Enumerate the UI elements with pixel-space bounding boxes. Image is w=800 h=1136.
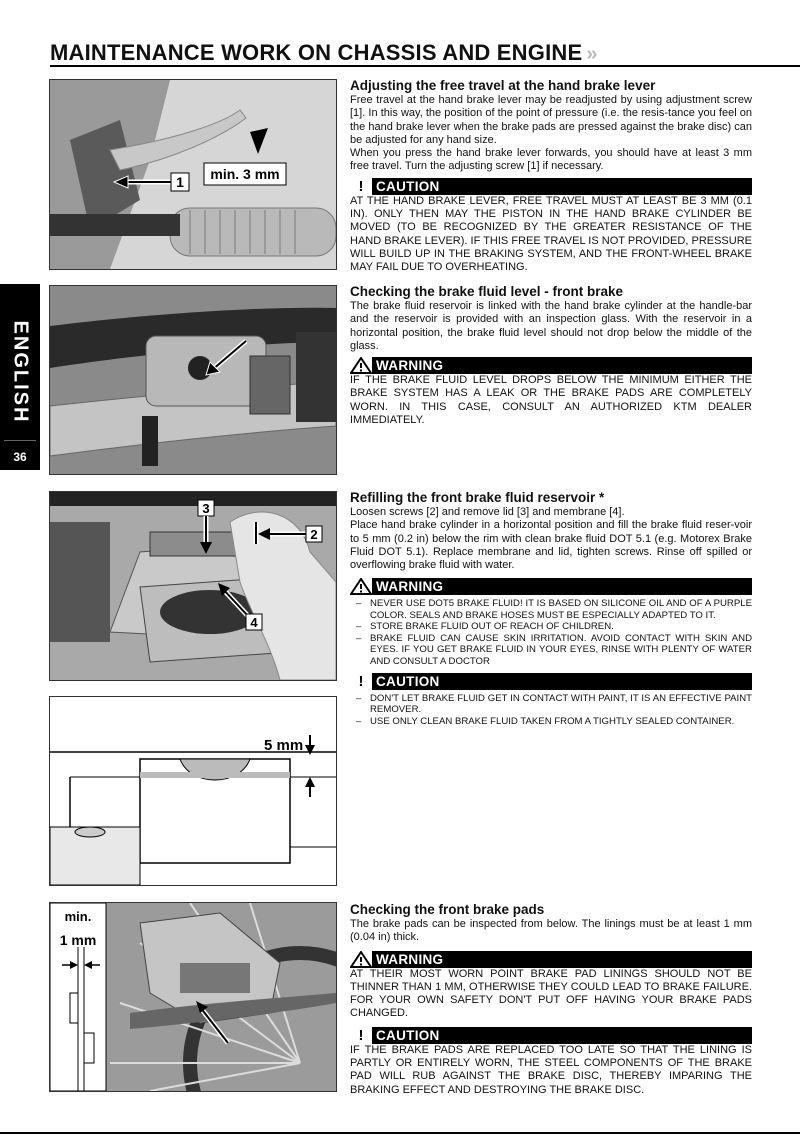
callout-1: 1 <box>176 174 184 190</box>
page-number: 36 <box>13 450 27 464</box>
brake-pads-photo <box>49 902 337 1092</box>
hand-brake-lever-photo <box>49 79 337 270</box>
five-mm-label: 5 mm <box>264 737 304 754</box>
language-label: ENGLISH <box>9 320 32 424</box>
page-header <box>50 40 750 66</box>
language-tab <box>0 284 40 470</box>
callout-4: 4 <box>250 615 258 630</box>
chevron-icon: » <box>586 43 598 65</box>
section-refill-reservoir <box>350 489 752 727</box>
warning-label: WARNING <box>376 579 444 595</box>
warning-bar <box>350 357 752 374</box>
header-rule <box>50 65 800 67</box>
caution-label: CAUTION <box>376 673 440 689</box>
section-heading: Adjusting the free travel at the hand brake lever <box>350 78 656 93</box>
section-paragraph: Free travel at the hand brake lever may be readjusted by using adjustment screw [1]. In this way, the position of the point of pressure (i.e. the resis-tance you feel on the hand brake lever when the brake pads are pressed against the brake disc) can be adjusted for any hand size. <box>350 94 752 146</box>
section-hand-brake-lever <box>350 77 752 275</box>
caution-bar <box>350 1027 752 1044</box>
warning-bar <box>350 578 752 595</box>
caution-text: IF THE BRAKE PADS ARE REPLACED TOO LATE SO THAT THE LINING IS PARTLY OR ENTIRELY WORN, THE STEEL COMPONENTS OF THE BRAKE PAD WILL RUB AGAINST THE BRAKE DISC, THEREBY IMPARING THE BRAKING EFFECT AND DESTROYING THE BRAKE DISC. <box>350 1043 752 1096</box>
section-fluid-level <box>350 283 752 427</box>
list-item: – DON'T LET BRAKE FLUID GET IN CONTACT WITH PAINT, IT IS AN EFFECTIVE PAINT REMOVER. <box>350 693 752 716</box>
section-brake-pads <box>350 901 752 1097</box>
caution-list <box>350 693 752 727</box>
warning-triangle-icon <box>350 578 372 595</box>
warning-text: AT THEIR MOST WORN POINT BRAKE PAD LININGS SHOULD NOT BE THINNER THAN 1 MM, OTHERWISE THEY COULD LEAD TO BRAKE FAILURE. FOR YOUR OWN SAFETY DON'T PUT OFF HAVING YOUR BRAKE PADS CHANGED. <box>350 967 752 1020</box>
exclamation-icon: ! <box>350 178 372 195</box>
exclamation-icon: ! <box>350 1027 372 1044</box>
section-paragraph: The brake pads can be inspected from below. The linings must be at least 1 mm (0.04 in) thick. <box>350 918 752 944</box>
tab-divider <box>4 440 36 441</box>
bottom-rule <box>0 1132 800 1134</box>
one-mm-label: 1 mm <box>59 932 97 948</box>
caution-text: AT THE HAND BRAKE LEVER, FREE TRAVEL MUST AT LEAST BE 3 MM (0.1 IN). ONLY THEN MAY THE PISTON IN THE HAND BRAKE CYLINDER BE MOVED (TO BE RECOGNIZED BY THE GREATER RESISTANCE OF THE HAND BRAKE LEVER). IF THIS FREE TRAVEL IS NOT PROVIDED, PRESSURE WILL BUILD UP IN THE BRAKING SYSTEM, AND THE FRONT-WHEEL BRAKE MAY FAIL DUE TO OVERHEATING. <box>350 194 752 274</box>
list-item: – BRAKE FLUID CAN CAUSE SKIN IRRITATION. AVOID CONTACT WITH SKIN AND EYES. IF YOU GET BRAKE FLUID IN YOUR EYES, RINSE WITH PLENTY OF WATER AND CONSULT A DOCTOR <box>350 633 752 667</box>
warning-label: WARNING <box>376 951 444 967</box>
warning-list <box>350 598 752 666</box>
fill-level-diagram <box>49 696 337 886</box>
warning-label: WARNING <box>376 358 444 374</box>
warning-triangle-icon <box>350 357 372 374</box>
caution-label: CAUTION <box>376 1027 440 1043</box>
section-heading: Checking the front brake pads <box>350 902 545 917</box>
section-paragraph: When you press the hand brake lever forwards, you should have at least 3 mm free travel. Turn the adjusting screw [1] if necessary. <box>350 147 752 173</box>
brake-fluid-reservoir-photo <box>49 285 337 475</box>
exclamation-icon: ! <box>350 673 372 690</box>
min-label: min. <box>64 909 92 924</box>
section-heading: Checking the brake fluid level - front brake <box>350 284 624 299</box>
section-paragraph: Place hand brake cylinder in a horizontal position and fill the brake fluid reser-voir to 5 mm (0.2 in) below the rim with clean brake fluid DOT 5.1 (e.g. Motorex Brake Fluid DOT 5.1). Replace membrane and lid, tighten screws. Rinse off spilled or overflowing brake fluid with water. <box>350 519 752 572</box>
section-heading: Refilling the front brake fluid reservoir * <box>350 490 605 505</box>
warning-triangle-icon <box>350 951 372 968</box>
page-title: MAINTENANCE WORK ON CHASSIS AND ENGINE <box>50 40 583 65</box>
section-paragraph: Loosen screws [2] and remove lid [3] and membrane [4]. <box>350 506 625 518</box>
reservoir-lid-photo <box>49 491 337 681</box>
caution-bar <box>350 178 752 195</box>
warning-text: IF THE BRAKE FLUID LEVEL DROPS BELOW THE MINIMUM EITHER THE BRAKE SYSTEM HAS A LEAK OR THE BRAKE PADS ARE COMPLETELY WORN. IN THIS CASE, CONSULT AN AUTHORIZED KTM DEALER IMMEDIATELY. <box>350 374 752 427</box>
section-paragraph: The brake fluid reservoir is linked with the hand brake cylinder at the handle-bar and the reservoir is provided with an inspection glass. With the reservoir in a horizontal position, the brake fluid level should not drop below the middle of the glass. <box>350 300 752 352</box>
caution-bar <box>350 673 752 690</box>
list-item: – NEVER USE DOT5 BRAKE FLUID! IT IS BASED ON SILICONE OIL AND OF A PURPLE COLOR. SEALS AND BRAKE HOSES MUST BE ESPECIALLY ADAPTED TO IT. <box>350 598 752 621</box>
free-travel-label: min. 3 mm <box>210 166 280 182</box>
list-item: – USE ONLY CLEAN BRAKE FLUID TAKEN FROM A TIGHTLY SEALED CONTAINER. <box>350 716 752 727</box>
list-item: – STORE BRAKE FLUID OUT OF REACH OF CHILDREN. <box>350 621 752 632</box>
callout-2: 2 <box>310 527 318 542</box>
warning-bar <box>350 951 752 968</box>
caution-label: CAUTION <box>376 178 440 194</box>
callout-3: 3 <box>202 501 210 516</box>
